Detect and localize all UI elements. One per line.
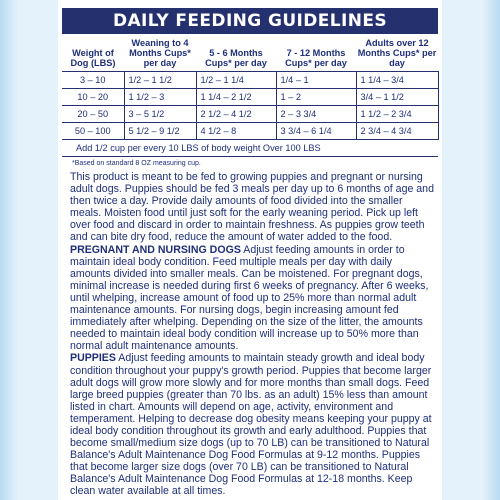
table-cell: 1 1/2 – 3	[124, 89, 196, 106]
column-header: 7 - 12 Months Cups* per day	[285, 48, 347, 68]
table-header-row	[62, 36, 438, 72]
table-row	[62, 72, 438, 89]
table-cell: 1/2 – 1 1/4	[196, 72, 276, 89]
table-cell-extra: Add 1/2 cup per every 10 LBS of body weight Over 100 LBS	[62, 140, 438, 157]
table-cell: 20 – 50	[62, 106, 124, 123]
table-cell: 3 – 5 1/2	[124, 106, 196, 123]
column-header: Adults over 12 Months Cups* per day	[357, 38, 437, 68]
table-cell: 1 1/2 – 2 3/4	[356, 106, 438, 123]
intro-paragraph: This product is meant to be fed to growing puppies and pregnant or nursing adult dogs. Puppies should be fed 3 meals per day up to 6 months of age and then twice a day. Provide daily amounts of food divided into the smaller meals. Moisten food until just soft for the early weaning period. Pick up left over food and discard in order to maintain freshness. As puppies grow teeth and can bite dry food, reduce the amount of water added to the food.	[70, 171, 434, 244]
table-cell: 1/4 – 1	[276, 72, 356, 89]
table-cell: 1 – 2	[276, 89, 356, 106]
page-title: DAILY FEEDING GUIDELINES	[62, 8, 438, 34]
table-cell: 10 – 20	[62, 89, 124, 106]
table-cell: 1 1/4 – 3/4	[356, 72, 438, 89]
table-cell: 1/2 – 1 1/2	[124, 72, 196, 89]
table-row	[62, 89, 438, 106]
table-cell: 2 1/2 – 4 1/2	[196, 106, 276, 123]
column-header: 5 - 6 Months Cups* per day	[205, 48, 267, 68]
table-cell: 3 3/4 – 6 1/4	[276, 123, 356, 140]
feeding-label-panel	[58, 0, 442, 500]
table-cell: 2 3/4 – 4 3/4	[356, 123, 438, 140]
table-row	[62, 123, 438, 140]
column-header: Weight of Dog (LBS)	[70, 48, 116, 68]
feeding-table	[62, 36, 439, 157]
table-row-extra	[62, 140, 438, 157]
puppies-heading: PUPPIES	[70, 352, 116, 365]
table-cell: 3 – 10	[62, 72, 124, 89]
table-row	[62, 106, 438, 123]
table-footnote: *Based on standard 8 OZ measuring cup.	[72, 160, 201, 167]
column-header: Weaning to 4 Months Cups* per day	[129, 38, 191, 68]
table-cell: 1 1/4 – 2 1/2	[196, 89, 276, 106]
puppies-text: Adjust feeding amounts to maintain steady growth and ideal body condition throughout your puppy's growth period. Puppies that become larger adult dogs will grow more slowly and for more months than small dogs. Feed large breed puppies (greater than 70 lbs. as an adult) 15% less than amount listed in chart. Amounts will depend on age, activity, environment and temperament. Helping to decrease dog obesity means keeping your puppy at ideal body condition throughout its growth and early adulthood. Puppies that become small/medium size dogs (up to 70 LB) can be transitioned to Natural Balance's Adult Maintenance Dog Food Formulas at 9-12 months. Puppies that become larger size dogs (over 70 LB) can be transitioned to Natural Balance's Adult Maintenance Dog Food Formulas at 12-18 months. Keep clean water available at all times.	[70, 352, 432, 498]
table-cell: 50 – 100	[62, 123, 124, 140]
table-cell: 5 1/2 – 9 1/2	[124, 123, 196, 140]
table-cell: 3/4 – 1 1/2	[356, 89, 438, 106]
table-cell: 2 – 3 3/4	[276, 106, 356, 123]
pregnant-text: Adjust feeding amounts in order to maintain ideal body condition. Feed multiple meals per day with daily amounts divided into smaller meals. Can be moistened. For pregnant dogs, minimal increase is needed during first 6 weeks of pregnancy. After 6 weeks, until whelping, increase amount of food up to 25% more than normal adult maintenance amounts. For nursing dogs, begin increasing amount fed immediately after whelping. Depending on the size of the litter, the amounts needed to maintain ideal body condition will increase up to 50% more than normal adult maintenance amounts.	[70, 243, 429, 353]
feeding-instructions	[62, 171, 438, 498]
pregnant-heading: PREGNANT AND NURSING DOGS	[70, 243, 241, 256]
table-cell: 4 1/2 – 8	[196, 123, 276, 140]
